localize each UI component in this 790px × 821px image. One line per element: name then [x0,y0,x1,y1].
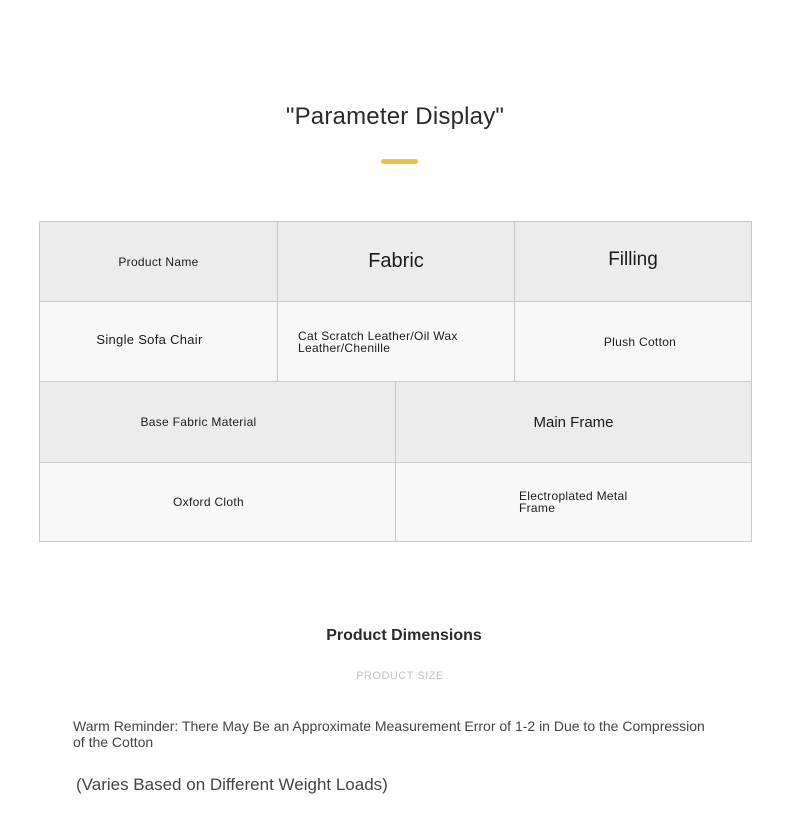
cell-product-name-value: Single Sofa Chair [40,302,278,382]
dimensions-subtitle: PRODUCT SIZE [356,670,444,682]
cell-main-frame-label: Main Frame [396,382,751,463]
title-underline [381,159,418,164]
cell-fabric-label: Fabric [278,222,515,302]
cell-filling-value: Plush Cotton [515,302,751,382]
dimensions-title: Product Dimensions [326,627,482,644]
parameter-table [39,221,752,542]
weight-load-note: (Varies Based on Different Weight Loads) [76,775,388,794]
measurement-reminder: Warm Reminder: There May Be an Approximate Measurement Error of 1-2 in Due to the Compression of the Cotton [73,718,705,750]
page-title: "Parameter Display" [285,103,505,130]
cell-base-fabric-label: Base Fabric Material [40,382,396,463]
cell-main-frame-value: Electroplated Metal Frame [396,463,751,541]
cell-product-name-label: Product Name [40,222,278,302]
cell-base-fabric-value: Oxford Cloth [40,463,396,541]
cell-filling-label: Filling [515,222,751,302]
cell-fabric-value: Cat Scratch Leather/Oil Wax Leather/Chenille [278,302,515,382]
